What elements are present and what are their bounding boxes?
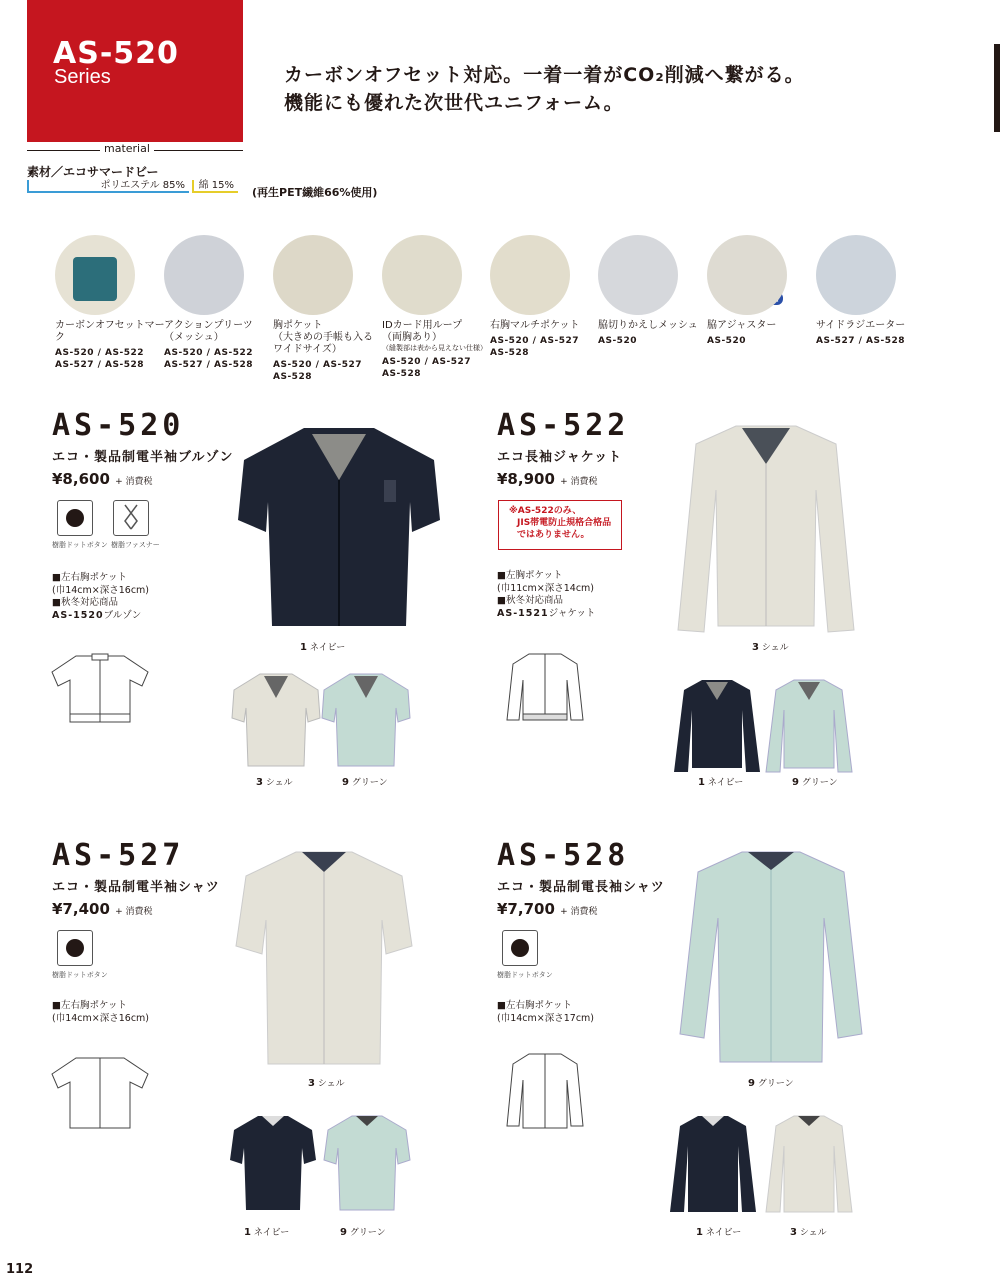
dot-button-icon [57,930,93,966]
series-subtitle: Series [54,66,111,88]
garment-as522-navy [672,676,762,780]
dot-button-icon [57,500,93,536]
price-as528: ¥7,700 + 消費税 [497,900,598,918]
feature-models: AS-520 [707,336,746,346]
color-caption: 1 ネイビー [244,1227,290,1238]
price-as527: ¥7,400 + 消費税 [52,900,153,918]
catch-copy-line2: 機能にも優れた次世代ユニフォーム。 [284,92,624,114]
model-as528: AS-528 [497,838,630,873]
badge-caption: 樹脂ドットボタン [497,971,553,979]
color-caption: 9 グリーン [342,777,388,788]
feature-models: AS-520 / AS-527 AS-528 [490,336,579,358]
garment-as520-shell [230,670,322,774]
feature-label: カーボンオフセットマーク AS-520 / AS-522 AS-527 / AS-528 [55,320,165,370]
feature-models: AS-520 / AS-527 AS-528 [273,360,362,382]
model-as520: AS-520 [52,408,185,443]
polyester-ratio-bar: ポリエステル 85% [27,180,189,193]
dot-button-icon [502,930,538,966]
garment-as520-navy [234,420,444,638]
color-caption: 1 ネイビー [300,642,346,653]
price-as520: ¥8,600 + 消費税 [52,470,153,488]
technical-drawing [48,1052,152,1136]
spec-as522: ■左胸ポケット (巾11cm×深さ14cm) ■秋冬対応商品 AS-1521ジャケット [497,570,596,619]
garment-as527-navy [228,1112,318,1218]
garment-as528-shell [764,1112,854,1222]
feature-label: 右胸マルチポケット AS-520 / AS-527 AS-528 [490,320,600,359]
technical-drawing [48,650,152,732]
page-edge-tab [994,44,1000,132]
feature-label: 胸ポケット （大きめの手帳も入る ワイドサイズ） AS-520 / AS-527 AS-528 [273,320,383,383]
feature-photo [707,235,787,315]
feature-label: 脇アジャスター AS-520 [707,320,817,347]
feature-photo [490,235,570,315]
notice-box: ※AS-522のみ、 JIS帯電防止規格合格品 ではありません。 [498,500,622,550]
catch-copy-line1: カーボンオフセット対応。一着一着がCO₂削減へ繋がる。 [284,64,805,86]
spec-as520: ■左右胸ポケット (巾14cm×深さ16cm) ■秋冬対応商品 AS-1520ブルゾン [52,572,150,621]
feature-models: AS-527 / AS-528 [816,336,905,346]
garment-as522-shell [676,420,856,642]
color-caption: 9 グリーン [792,777,838,788]
price-as522: ¥8,900 + 消費税 [497,470,598,488]
color-caption: 9 グリーン [748,1078,794,1089]
feature-photo [164,235,244,315]
product-name-as527: エコ・製品制電半袖シャツ [52,880,220,895]
model-as527: AS-527 [52,838,185,873]
technical-drawing [505,1050,585,1136]
color-caption: 3 シェル [790,1227,827,1238]
badge-caption: 樹脂ドットボタン [52,971,108,979]
product-name-as522: エコ長袖ジャケット [497,450,623,465]
feature-photo [55,235,135,315]
product-name-as528: エコ・製品制電長袖シャツ [497,880,665,895]
garment-as528-navy [668,1112,758,1222]
feature-photo [816,235,896,315]
color-caption: 1 ネイビー [696,1227,742,1238]
feature-photo [382,235,462,315]
garment-as522-green [764,676,854,780]
feature-label: サイドラジエーター AS-527 / AS-528 [816,320,926,347]
feature-label: 脇切りかえしメッシュ AS-520 [598,320,708,347]
technical-drawing [505,650,585,732]
page-number: 112 [6,1262,34,1277]
feature-models: AS-520 / AS-527 AS-528 [382,357,471,379]
badge-caption: 樹脂ファスナー [111,541,160,549]
material-title: 素材／エコサマードビー [27,165,159,179]
feature-models: AS-520 [598,336,637,346]
series-name: AS-520 [53,36,179,71]
feature-photo [273,235,353,315]
garment-as520-green [320,670,412,774]
spec-as527: ■左右胸ポケット (巾14cm×深さ16cm) [52,1000,150,1024]
spec-as528: ■左右胸ポケット (巾14cm×深さ17cm) [497,1000,595,1024]
badge-caption: 樹脂ドットボタン [52,541,108,549]
feature-label: アクションプリーツ （メッシュ） AS-520 / AS-522 AS-527 / AS-528 [164,320,274,371]
model-as522: AS-522 [497,408,630,443]
feature-photo [598,235,678,315]
zipper-icon [113,500,149,536]
color-caption: 3 シェル [752,642,789,653]
feature-models: AS-520 / AS-522 AS-527 / AS-528 [55,348,144,370]
cotton-ratio-bar: 綿 15% [192,180,238,193]
color-caption: 1 ネイビー [698,777,744,788]
garment-as527-shell [232,846,416,1072]
recycle-note: (再生PET繊維66%使用) [252,186,378,199]
garment-as527-green [322,1112,412,1218]
color-caption: 3 シェル [308,1078,345,1089]
color-caption: 3 シェル [256,777,293,788]
color-caption: 9 グリーン [340,1227,386,1238]
feature-label: IDカード用ループ （両胸あり） （縫製部は表から見えない仕様） AS-520 / AS-527 AS-528 [382,320,492,380]
material-label: material [100,142,154,155]
garment-as528-green [678,848,864,1072]
product-name-as520: エコ・製品制電半袖ブルゾン [52,450,234,465]
feature-models: AS-520 / AS-522 AS-527 / AS-528 [164,348,253,370]
